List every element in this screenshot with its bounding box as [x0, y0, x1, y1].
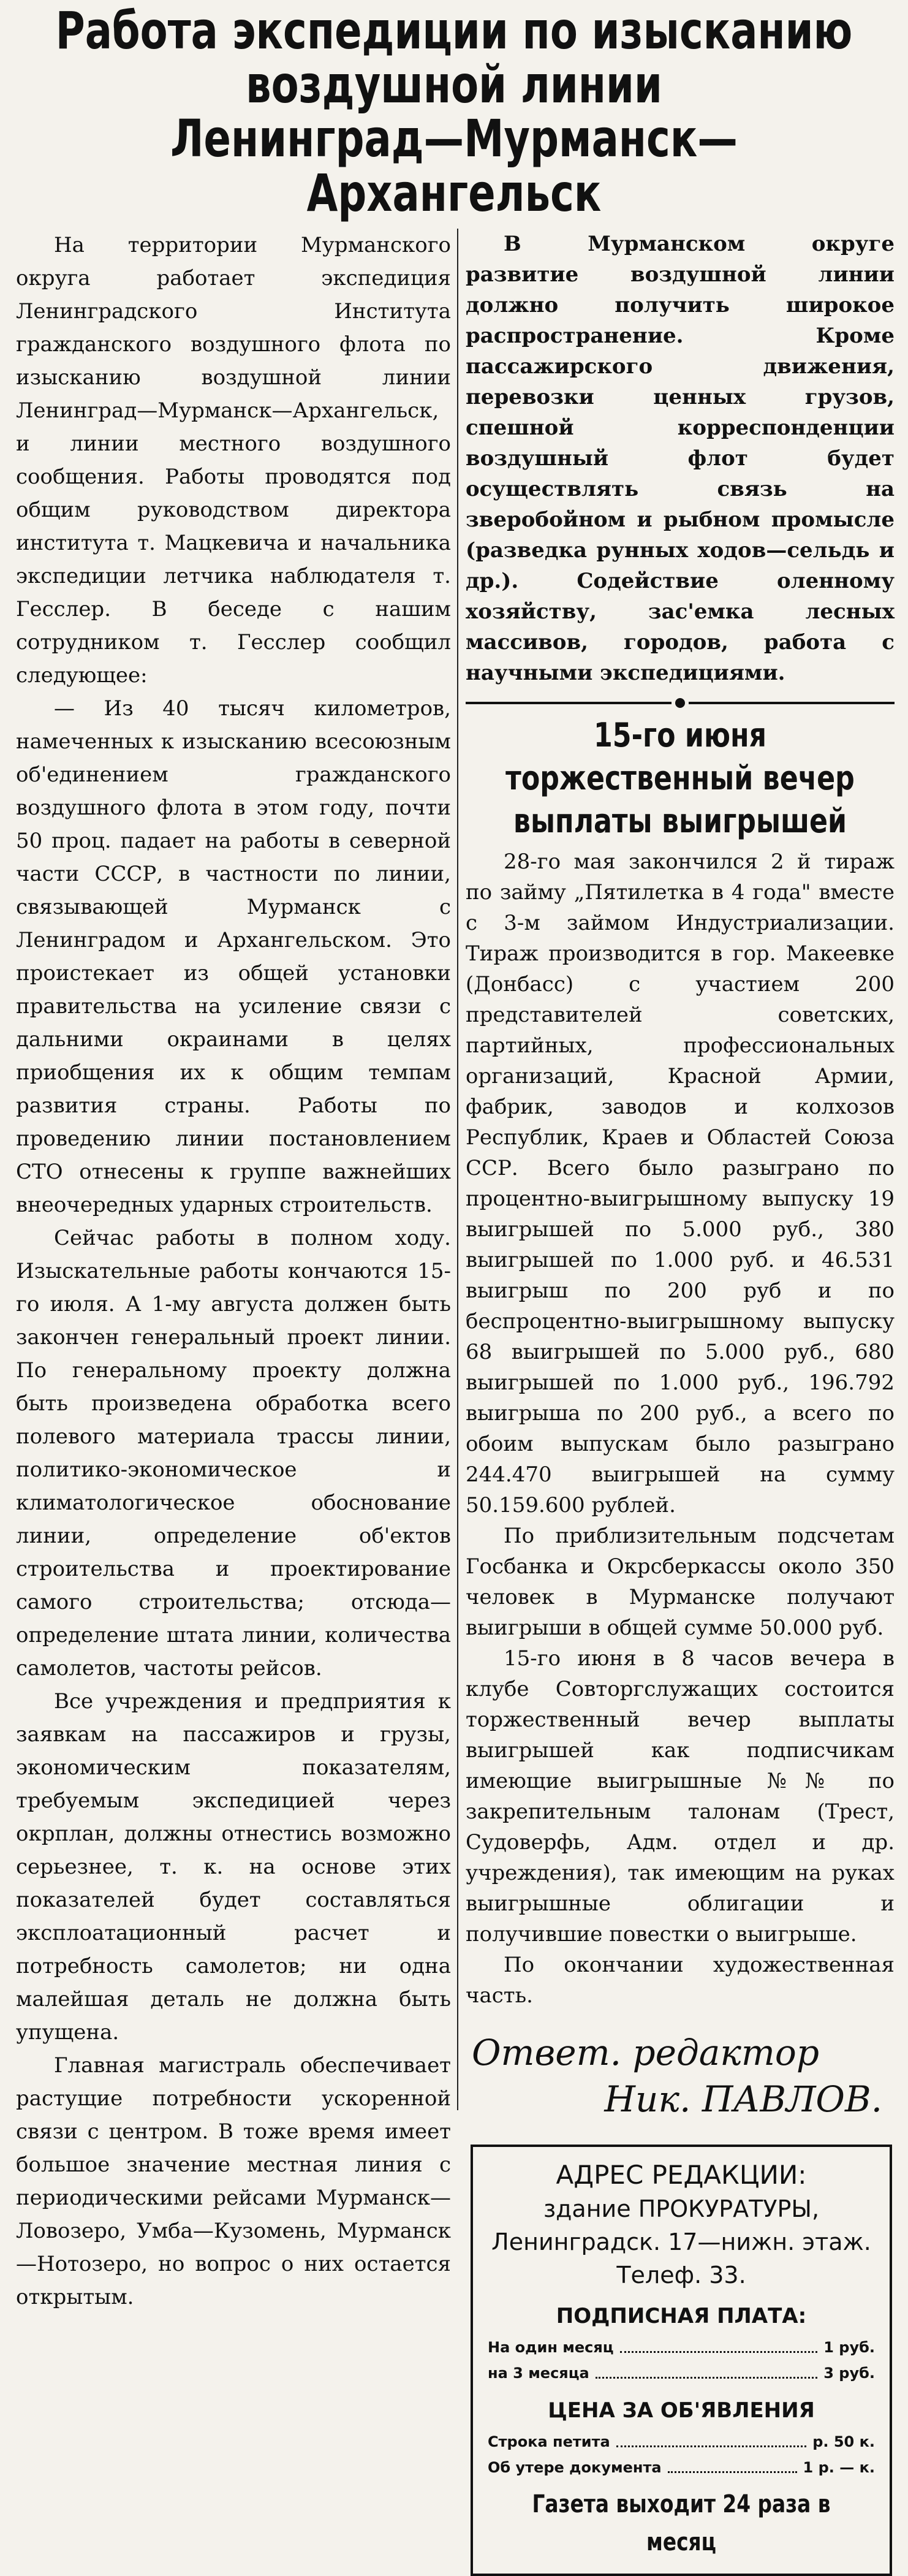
- subscription-row: [488, 2335, 875, 2360]
- headline-line-2: Ленинград—Мурманск—Архангельск: [170, 108, 738, 223]
- ornament-bar-left: [466, 702, 672, 704]
- editorial-info-box: [471, 2145, 892, 2576]
- address-title: АДРЕС РЕДАКЦИИ:: [556, 2159, 807, 2190]
- right-column: [466, 229, 895, 2576]
- ads-row: [488, 2429, 875, 2455]
- leader-dots: [596, 2360, 818, 2379]
- subscription-row-label: На один месяц: [488, 2338, 614, 2356]
- address-line-1: здание ПРОКУРАТУРЫ,: [543, 2195, 820, 2222]
- editor-signature: [466, 2029, 895, 2122]
- headline: [24, 1, 884, 223]
- address-line-2: Ленинградск. 17—нижн. этаж.: [491, 2228, 871, 2255]
- left-paragraph-5: Главная магистраль обеспечивает растущие потребности ускоренной связи с центром. В тоже время имеет большое значение местная линия с периодическими рейсами Мурманск—Ловозеро, Умба—Кузомень, Мурманск—Нотозеро, но вопрос о них остается открытым.: [16, 2053, 451, 2309]
- ornament-divider: [466, 698, 895, 708]
- section-title: 15-го июня торжественный вечер выплаты выигрышей: [505, 715, 855, 840]
- ads-row: [488, 2455, 875, 2480]
- left-paragraph-2: — Из 40 тысяч километров, намеченных к изысканию всесоюзным об'единением гражданского воздушного флота в этом году, почти 50 проц. падает на работы в северной части СССР, в частности по линии, связывающей Мурманск с Ленинградом и Архангельском. Это проистекает из общей установки правительства на усиление связи с дальними окраинами в целях приобщения их к общим темпам развития страны. Работы по проведению линии постановлением СТО отнесены к группе важнейших внеочередных ударных строительств.: [16, 696, 451, 1217]
- right-paragraph-2: По приблизительным подсчетам Госбанка и Окрсберкассы около 350 человек в Мурманске получают выигрыши в общей сумме 50.000 руб.: [466, 1523, 895, 1640]
- editor-title: Ответ. редактор: [472, 2031, 819, 2073]
- headline-line-1: Работа экспедиции по изысканию воздушной линии: [55, 1, 853, 115]
- ornament-bar-right: [689, 702, 895, 704]
- ads-row-price: р. 50 к.: [812, 2433, 875, 2450]
- frequency-line: Газета выходит 24 раза в месяц: [532, 2490, 831, 2556]
- leader-dots: [616, 2429, 806, 2447]
- ads-row-price: 1 р. — к.: [803, 2458, 875, 2476]
- right-top-paragraph: В Мурманском округе развитие воздушной линии должно получить широкое распространение. Кроме пассажирского движения, перевозки ценных грузов, спешной корреспонденции воздушный флот будет осуществлять связь на зверобойном и рыбном промысле (разведка рунных ходов—сельдь и др.). Содействие оленному хозяйству, зас'емка лесных массивов, городов, работа с научными экспедициями.: [466, 231, 895, 685]
- left-paragraph-1: На территории Мурманского округа работает экспедиция Ленинградского Института гражданского воздушного флота по изысканию воздушной линии Ленинград—Мурманск—Архангельск, и линии местного воздушного сообщения. Работы проводятся под общим руководством директора института т. Мацкевича и начальника экспедиции летчика наблюдателя т. Гесслер. В беседе с нашим сотрудником т. Гесслер сообщил следующее:: [16, 232, 451, 688]
- leader-dots: [668, 2455, 797, 2473]
- editor-name: Ник. ПАВЛОВ.: [604, 2078, 882, 2120]
- subscription-title: ПОДПИСНАЯ ПЛАТА:: [556, 2303, 807, 2328]
- right-paragraph-1: 28-го мая закончился 2 й тираж по займу „Пятилетка в 4 года" вместе с 3-м займом Индустриализации. Тираж производится в гор. Макеевке (Донбасс) с участием 200 представителей советских, партийных, профессиональных организаций, Красной Армии, фабрик, заводов и колхозов Республик, Краев и Областей Союза ССР. Всего было разыграно по процентно-выигрышному выпуску 19 выигрышей по 5.000 руб., 380 выигрышей по 1.000 руб. и 46.531 выигрыш по 200 руб и по беспроцентно-выигрышному выпуску 68 выигрышей по 5.000 руб., 680 выигрышей по 1.000 руб., 196.792 выигрыша по 200 руб., а всего по обоим выпускам было разыграно 244.470 выигрышей на сумму 50.159.600 рублей.: [466, 849, 895, 1518]
- leader-dots: [620, 2335, 818, 2353]
- column-divider: [457, 229, 458, 2110]
- right-paragraph-4: По окончании художественная часть.: [466, 1952, 895, 2008]
- ornament-dot: [675, 698, 685, 708]
- ads-row-label: Об утере документа: [488, 2458, 662, 2476]
- left-paragraph-3: Сейчас работы в полном ходу. Изыскательные работы кончаются 15-го июля. А 1-му августа должен быть закончен генеральный проект линии. По генеральному проекту должна быть произведена обработка всего полевого материала трассы линии, политико-экономическое и климатологическое обоснование линии, определение об'ектов строительства и проектирование самого строительства; отсюда—определение штата линии, количества самолетов, частоты рейсов.: [16, 1225, 451, 1681]
- subscription-row-price: 3 руб.: [823, 2364, 875, 2382]
- ads-row-label: Строка петита: [488, 2433, 610, 2450]
- subscription-row-price: 1 руб.: [823, 2338, 875, 2356]
- columns: [16, 229, 895, 2556]
- left-column: [16, 229, 451, 2314]
- left-paragraph-4: Все учреждения и предприятия к заявкам на пассажиров и грузы, экономическим показателям, требуемым экспедицией через окрплан, должны отнестись возможно серьезнее, т. к. на основе этих показателей будет составляться эксплоатационный расчет и потребность самолетов; ни одна малейшая деталь не должна быть упущена.: [16, 1689, 451, 2045]
- ads-title: ЦЕНА ЗА ОБ'ЯВЛЕНИЯ: [548, 2398, 815, 2423]
- subscription-row: [488, 2360, 875, 2386]
- phone-line: Телеф. 33.: [616, 2261, 746, 2289]
- subscription-row-label: на 3 месяца: [488, 2364, 589, 2382]
- right-paragraph-3: 15-го июня в 8 часов вечера в клубе Совторгслужащих состоится торжественный вечер выплаты выигрышей как подписчикам имеющие выигрышные №№ по закрепительным талонам (Трест, Судоверфь, Адм. отдел и др. учреждения), так имеющим на руках выигрышные облигации и получившие повестки о выигрыше.: [466, 1646, 895, 1947]
